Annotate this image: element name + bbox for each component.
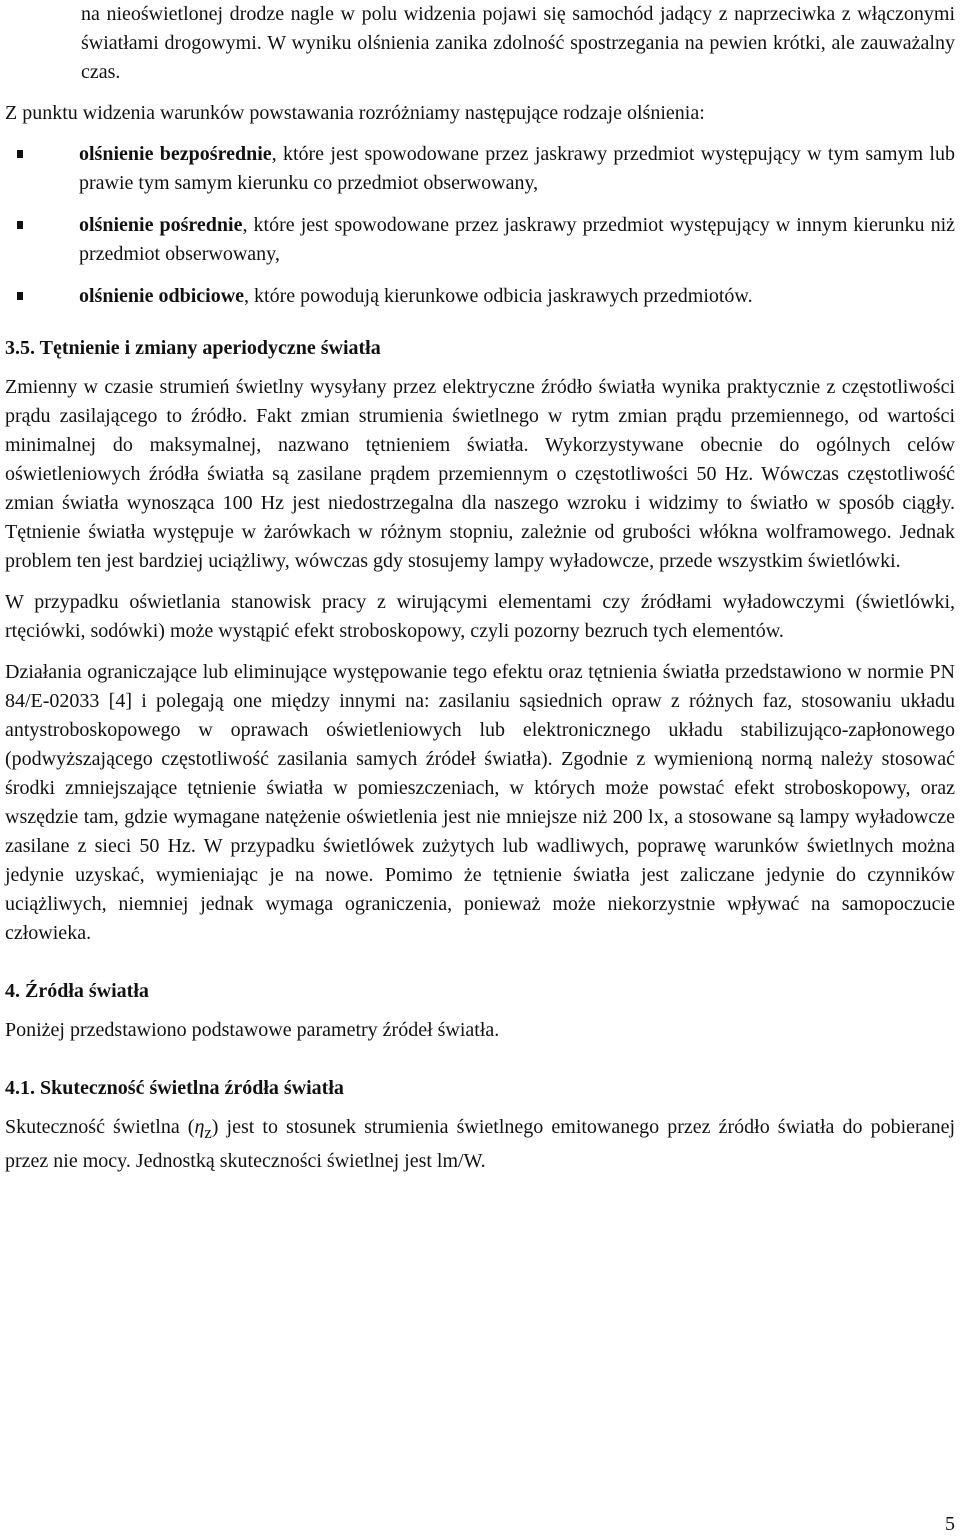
list-item: [5, 140, 955, 198]
glare-term: olśnienie pośrednie: [79, 214, 243, 236]
glare-description: , które powodują kierunkowe odbicia jaskrawych przedmiotów.: [244, 285, 753, 307]
section-3-5-paragraph-3: Działania ograniczające lub eliminujące występowanie tego efektu oraz tętnienia światła przedstawiono w normie PN 84/E-02033 [4] i polegają one między innymi na: zasilaniu sąsiednich opraw z różnych faz, stosowaniu układu antystroboskopowego w oprawach oświetleniowych lub elektronicznego układu stabilizująco-zapłonowego (podwyższającego częstotliwość zasilania samych źródeł światła). Zgodnie z wymienioną normą należy stosować środki zmniejszające tętnienie światła w pomieszczeniach, w których może powstać efekt stroboskopowy, oraz wszędzie tam, gdzie wymagane natężenie oświetlenia jest nie mniejsze niż 200 lx, a stosowane są lampy wyładowcze zasilane z sieci 50 Hz. W przypadku świetlówek zużytych lub wadliwych, poprawę warunków świetlnych można jedynie uzyskać, wymieniając je na nowe. Pomimo że tętnienie światła jest zaliczane jedynie do czynników uciążliwych, niemniej jednak wymaga ograniczenia, ponieważ może niekorzystnie wpływać na samopoczucie człowieka.: [5, 661, 955, 944]
efficacy-text-before: Skuteczność świetlna (: [5, 1116, 195, 1138]
efficacy-text-after: ) jest to stosunek strumienia świetlnego emitowanego przez źródło światła do pobieranej przez nie mocy. Jednostką skuteczności świetlnej jest lm/W.: [5, 1116, 956, 1172]
intro-paragraph: na nieoświetlonej drodze nagle w polu widzenia pojawi się samochód jadący z naprzeciwka z włączonymi światłami drogowymi. W wyniku olśnienia zanika zdolność spostrzegania na pewien krótki, ale zauważalny czas.: [81, 3, 955, 83]
page-number: 5: [945, 1513, 955, 1535]
square-bullet-icon: [17, 150, 23, 158]
eta-subscript: z: [204, 1123, 212, 1142]
list-item: [5, 282, 955, 311]
square-bullet-icon: [17, 221, 23, 229]
square-bullet-icon: [17, 292, 23, 300]
section-3-5-paragraph-2: W przypadku oświetlania stanowisk pracy z wirującymi elementami czy źródłami wyładowczymi (świetlówki, rtęciówki, sodówki) może wystąpić efekt stroboskopowy, czyli pozorny bezruch tych elementów.: [5, 591, 955, 642]
section-heading-4-1: 4.1. Skuteczność świetlna źródła światła: [5, 1077, 344, 1099]
glare-types-intro: Z punktu widzenia warunków powstawania rozróżniamy następujące rodzaje olśnienia:: [5, 102, 705, 124]
list-item: [5, 211, 955, 269]
section-4-paragraph: Poniżej przedstawiono podstawowe parametry źródeł światła.: [5, 1019, 500, 1041]
glare-types-list: [5, 140, 955, 311]
glare-description: , które jest spowodowane przez jaskrawy przedmiot występujący w tym samym lub prawie tym samym kierunku co przedmiot obserwowany,: [79, 143, 955, 194]
glare-term: olśnienie odbiciowe: [79, 285, 245, 307]
glare-term: olśnienie bezpośrednie: [79, 143, 272, 165]
section-heading-4: 4. Źródła światła: [5, 980, 149, 1002]
section-4-1-paragraph: [5, 1113, 955, 1176]
section-3-5-paragraph-1: Zmienny w czasie strumień świetlny wysyłany przez elektryczne źródło światła wynika praktycznie z częstotliwości prądu zasilającego to źródło. Fakt zmian strumienia świetlnego w rytm zmian prądu przemiennego, od wartości minimalnej do maksymalnej, nazwano tętnieniem światła. Wykorzystywane obecnie do ogólnych celów oświetleniowych źródła światła są zasilane prądem przemiennym o częstotliwości 50 Hz. Wówczas częstotliwość zmian światła wynosząca 100 Hz jest niedostrzegalna dla naszego wzroku i widzimy to światło w sposób ciągły. Tętnienie światła występuje w żarówkach w różnym stopniu, zależnie od grubości włókna wolframowego. Jednak problem ten jest bardziej uciążliwy, wówczas gdy stosujemy lampy wyładowcze, przede wszystkim świetlówki.: [5, 376, 955, 572]
eta-symbol: η: [194, 1116, 205, 1138]
document-page: [5, 0, 955, 1176]
glare-description: , które jest spowodowane przez jaskrawy przedmiot występujący w innym kierunku niż przedmiot obserwowany,: [79, 214, 956, 265]
section-heading-3-5: 3.5. Tętnienie i zmiany aperiodyczne światła: [5, 337, 381, 359]
